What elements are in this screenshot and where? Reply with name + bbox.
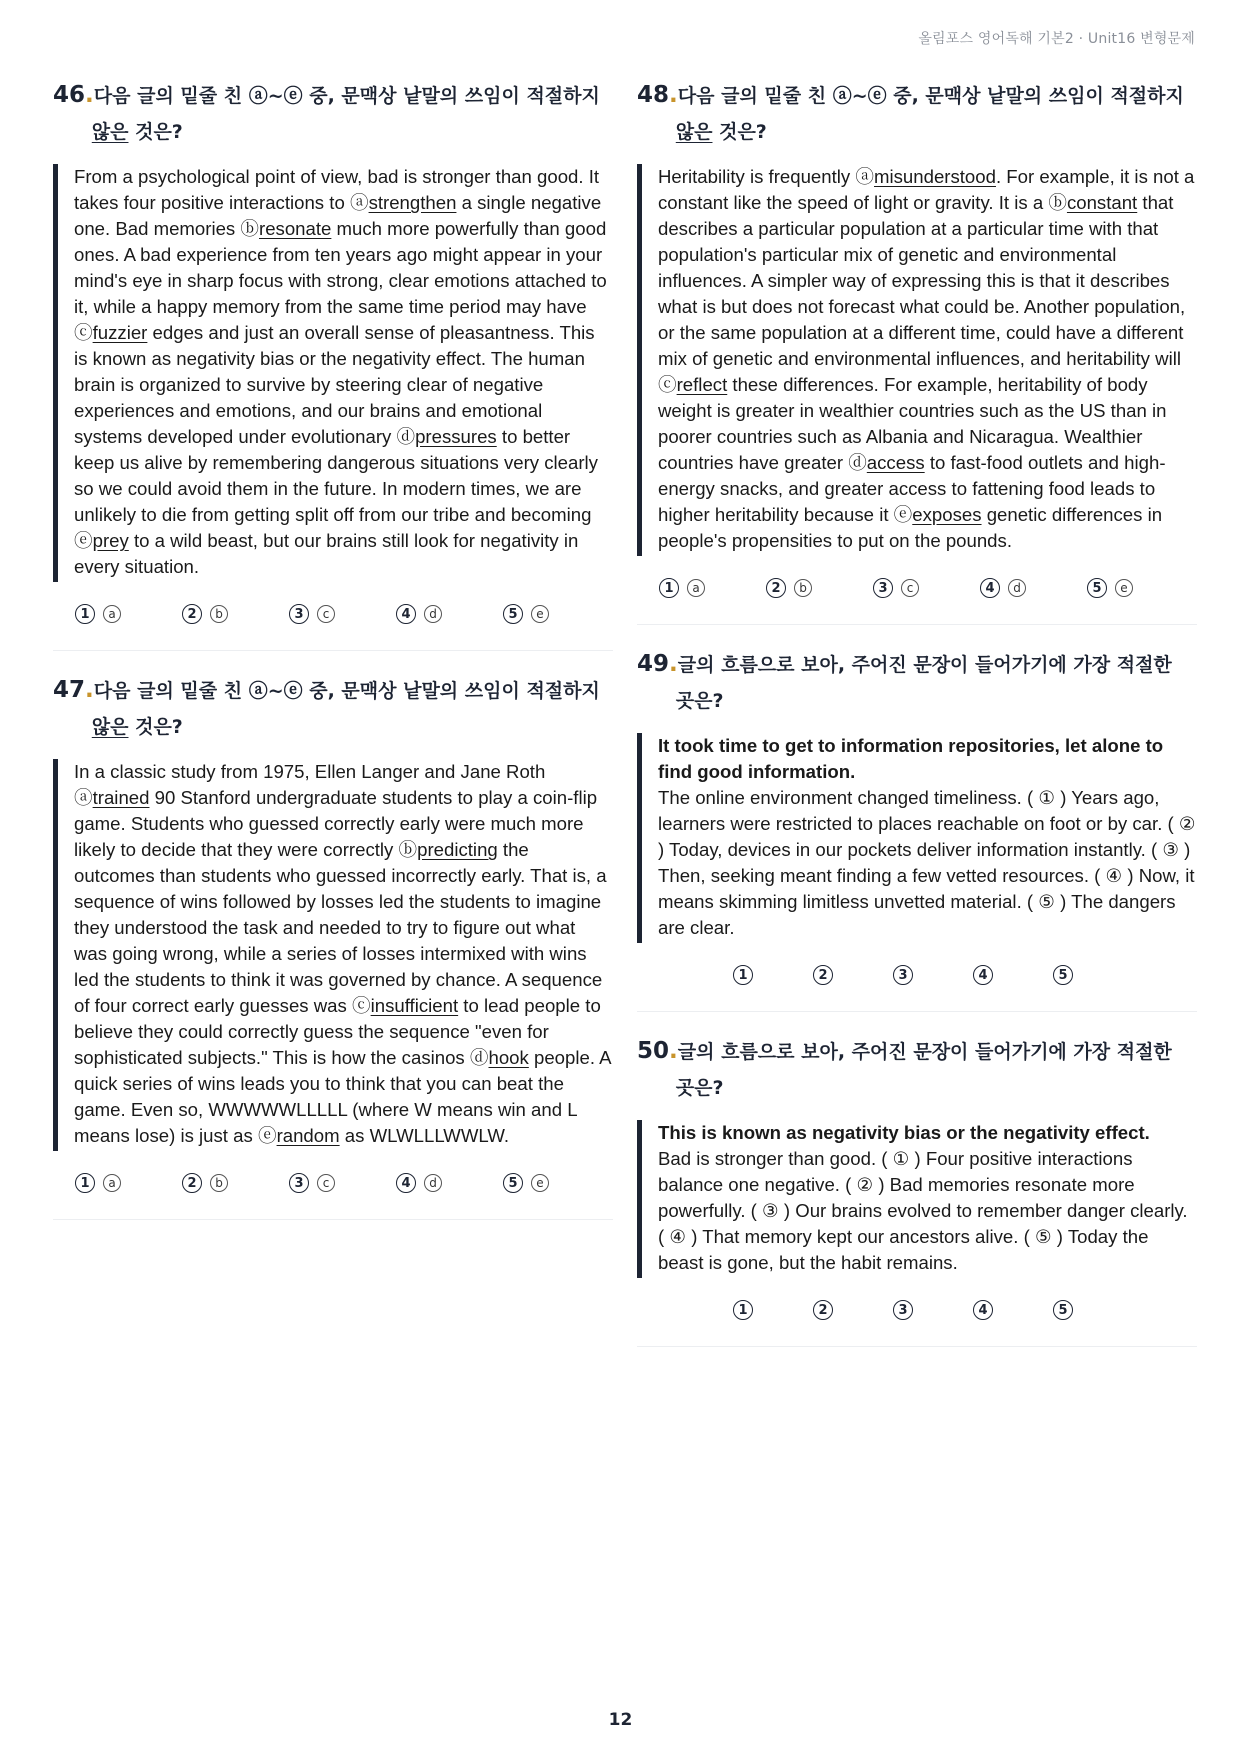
question-49 [637,647,1197,1012]
passage: It took time to get to information repositories, let alone to find good information. The online environment changed timeliness. ( ① ) Years ago, learners were restricted to places reachable on foot or by car. ( ② ) Today, devices in our pockets deliver information instantly. ( ③ ) Then, seeking meant finding a few vetted resources. ( ④ ) Now, it means skimming limitless unvetted material. ( ⑤ ) The dangers are clear. [637,733,1197,943]
question-number: 50. [637,1038,678,1064]
passage: From a psychological point of view, bad is stronger than good. It takes four positive interactions to ⓐstrengthen a single negative one. Bad memories ⓑresonate much more powerfully than good ones. A bad experience from ten years ago might appear in your mind's eye in sharp focus with strong, clear emotions attached to it, while a happy memory from the same time period may have ⓒfuzzier edges and just an overall sense of pleasantness. This is known as negativity bias or the negativity effect. The human brain is organized to survive by steering clear of negative experiences and emotions, and our brains and emotional systems developed under evolutionary ⓓpressures to better keep us alive by remembering dangerous situations very clearly so we could avoid them in the future. In modern times, we are unlikely to die from getting split off from our tribe and becoming ⓔprey to a wild beast, but our brains still look for negativity in every situation. [53,164,613,582]
question-title: 글의 흐름으로 보아, 주어진 문장이 들어가기에 가장 적절한 곳은? [675,1041,1172,1099]
answer-choices [637,1300,1197,1320]
choice-3[interactable]: 3 [893,1300,973,1320]
choice-4[interactable]: 4 [973,965,1053,985]
underlined-word: hook [488,1047,529,1068]
marker-d: ⓓ [469,1047,489,1068]
marker-a: ⓐ [349,192,369,213]
choice-4[interactable]: 4 d [396,1173,503,1193]
choice-4[interactable]: 4 [973,1300,1053,1320]
choice-2[interactable]: 2 b [182,1173,289,1193]
question-number: 49. [637,651,678,677]
choice-1[interactable]: 1 a [75,1173,182,1193]
question-title: 글의 흐름으로 보아, 주어진 문장이 들어가기에 가장 적절한 곳은? [675,654,1172,712]
marker-d: ⓓ [848,452,867,473]
choice-1[interactable]: 1 a [659,578,766,598]
marker-c: ⓒ [74,322,93,343]
underlined-word: predicting [417,839,498,860]
choice-3[interactable]: 3 c [289,604,396,624]
question-48 [637,78,1197,625]
marker-b: ⓑ [240,218,259,239]
slot-2: ② [1178,813,1196,834]
marker-a: ⓐ [74,787,93,808]
question-50 [637,1034,1197,1347]
slot-5: ⑤ [1034,1226,1052,1247]
choice-2[interactable]: 2 [813,965,893,985]
underlined-word: trained [92,787,150,808]
right-column [637,78,1197,1369]
passage: This is known as negativity bias or the negativity effect. Bad is stronger than good. ( ① ) Four positive interactions balance one negative. ( ② ) Bad memories resonate more powerfully. ( ③ ) Our brains evolved to remember danger clearly. ( ④ ) That memory kept our ancestors alive. ( ⑤ ) Today the beast is gone, but the habit remains. [637,1120,1197,1278]
left-column [53,78,613,1242]
choice-5[interactable]: 5 e [1087,578,1194,598]
marker-e: ⓔ [893,504,913,525]
slot-5: ⑤ [1038,891,1055,912]
question-title: 다음 글의 밑줄 친 ⓐ~ⓔ 중, 문맥상 낱말의 쓰임이 적절하지 않은 것은? [91,85,600,143]
page-number: 12 [608,1710,633,1730]
answer-choices [637,965,1197,985]
question-title: 다음 글의 밑줄 친 ⓐ~ⓔ 중, 문맥상 낱말의 쓰임이 적절하지 않은 것은? [91,680,600,738]
underlined-word: pressures [415,426,497,447]
slot-2: ② [856,1174,874,1195]
choice-3[interactable]: 3 c [873,578,980,598]
passage: Heritability is frequently ⓐmisunderstood. For example, it is not a constant like the speed of light or gravity. It is a ⓑconstant that describes a particular population at a particular time with that population's particular mix of genetic and environmental influences. A simpler way of expressing this is that it describes what is but does not forecast what could be. Another population, or the same population at a different time, could have a different mix of genetic and environmental influences, and heritability will ⓒreflect these differences. For example, heritability of body weight is greater in wealthier countries such as the US than in poorer countries such as Albania and Nicaragua. Wealthier countries have greater ⓓaccess to fast-food outlets and high-energy snacks, and greater access to fattening food leads to higher heritability because it ⓔexposes genetic differences in people's propensities to put on the pounds. [637,164,1197,556]
question-number: 46. [53,82,94,108]
underlined-word: insufficient [370,995,459,1016]
question-47 [53,673,613,1220]
choice-2[interactable]: 2 b [182,604,289,624]
choice-2[interactable]: 2 [813,1300,893,1320]
question-46 [53,78,613,651]
marker-a: ⓐ [855,166,874,187]
choice-5[interactable]: 5 e [503,1173,610,1193]
question-title: 다음 글의 밑줄 친 ⓐ~ⓔ 중, 문맥상 낱말의 쓰임이 적절하지 않은 것은? [675,85,1184,143]
choice-3[interactable]: 3 [893,965,973,985]
marker-d: ⓓ [396,426,416,447]
underlined-word: reflect [676,374,728,395]
marker-c: ⓒ [352,995,371,1016]
underlined-word: prey [92,530,129,551]
choice-5[interactable]: 5 [1053,1300,1133,1320]
slot-1: ① [1038,787,1056,808]
question-number: 48. [637,82,678,108]
choice-1[interactable]: 1 a [75,604,182,624]
choice-4[interactable]: 4 d [980,578,1087,598]
given-sentence: This is known as negativity bias or the negativity effect. [658,1122,1150,1143]
choice-5[interactable]: 5 [1053,965,1133,985]
choice-1[interactable]: 1 [733,965,813,985]
answer-choices [637,578,1197,598]
marker-c: ⓒ [658,374,677,395]
marker-e: ⓔ [257,1125,277,1146]
page-header: 올림포스 영어독해 기본2 · Unit16 변형문제 [918,31,1195,47]
marker-e: ⓔ [74,530,93,551]
slot-4: ④ [1105,865,1123,886]
question-number: 47. [53,677,94,703]
underlined-word: exposes [912,504,982,525]
choice-3[interactable]: 3 c [289,1173,396,1193]
choice-1[interactable]: 1 [733,1300,813,1320]
slot-4: ④ [669,1226,687,1247]
choice-5[interactable]: 5 e [503,604,610,624]
underlined-word: constant [1066,192,1138,213]
slot-3: ③ [1162,839,1179,860]
slot-3: ③ [762,1200,779,1221]
underlined-word: access [866,452,925,473]
slot-1: ① [892,1148,910,1169]
underlined-word: resonate [259,218,332,239]
answer-choices [53,604,613,624]
underlined-word: fuzzier [92,322,148,343]
underlined-word: strengthen [368,192,457,213]
choice-4[interactable]: 4 d [396,604,503,624]
marker-b: ⓑ [1048,192,1067,213]
passage: In a classic study from 1975, Ellen Langer and Jane Roth ⓐtrained 90 Stanford undergraduate students to play a coin-flip game. Students who guessed correctly early were much more likely to decide that they were correctly ⓑpredicting the outcomes than students who guessed incorrectly early. That is, a sequence of wins followed by losses led the students to imagine they understood the task and needed to try to figure out what was going wrong, while a series of losses intermixed with wins led the students to think it was governed by chance. A sequence of four correct early guesses was ⓒinsufficient to lead people to believe they could correctly guess the sequence "even for sophisticated subjects." This is how the casinos ⓓhook people. A quick series of wins leads you to think that you can beat the game. Even so, WWWWWLLLLL (where W means win and L means lose) is just as ⓔrandom as WLWLLLWWLW. [53,759,613,1151]
choice-2[interactable]: 2 b [766,578,873,598]
underlined-word: random [276,1125,340,1146]
answer-choices [53,1173,613,1193]
marker-b: ⓑ [398,839,418,860]
given-sentence: It took time to get to information repositories, let alone to find good information. [658,735,1164,782]
underlined-word: misunderstood [874,166,996,187]
